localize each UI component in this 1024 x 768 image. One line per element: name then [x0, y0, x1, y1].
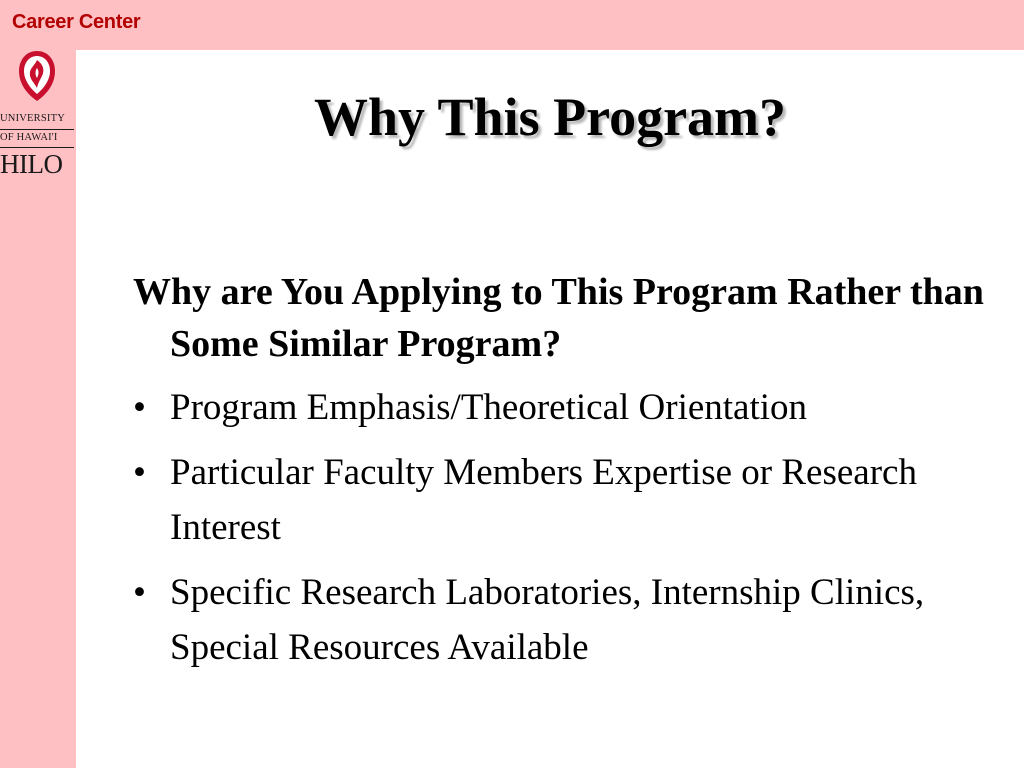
list-item [133, 445, 993, 555]
hilo-line: HILO [0, 149, 63, 179]
lead-question: Why are You Applying to This Program Rather than Some Similar Program? [133, 271, 984, 365]
bullet-text: Program Emphasis/Theoretical Orientation [170, 387, 808, 428]
career-center-label: Career Center [12, 11, 141, 33]
wordmark-rule [0, 147, 74, 148]
slide-title-wrap [76, 86, 1024, 148]
list-item [133, 565, 993, 675]
university-line: UNIVERSITY [0, 113, 65, 124]
slide-title: Why This Program? [313, 87, 787, 147]
bullet-text: Particular Faculty Members Expertise or Research Interest [170, 452, 917, 548]
top-banner [0, 0, 1024, 50]
wordmark-rule [0, 129, 74, 130]
slide-body [133, 266, 993, 685]
list-item [133, 380, 993, 435]
bullet-list [133, 380, 993, 675]
of-hawaii-line: OF HAWAI'I [0, 131, 58, 143]
bullet-dot: • [133, 572, 146, 613]
bullet-dot: • [133, 452, 146, 493]
uh-hilo-flame-logo-icon [18, 50, 56, 102]
bullet-dot: • [133, 387, 146, 428]
bullet-text: Specific Research Laboratories, Internship Clinics, Special Resources Available [170, 572, 925, 668]
university-wordmark [0, 114, 76, 178]
